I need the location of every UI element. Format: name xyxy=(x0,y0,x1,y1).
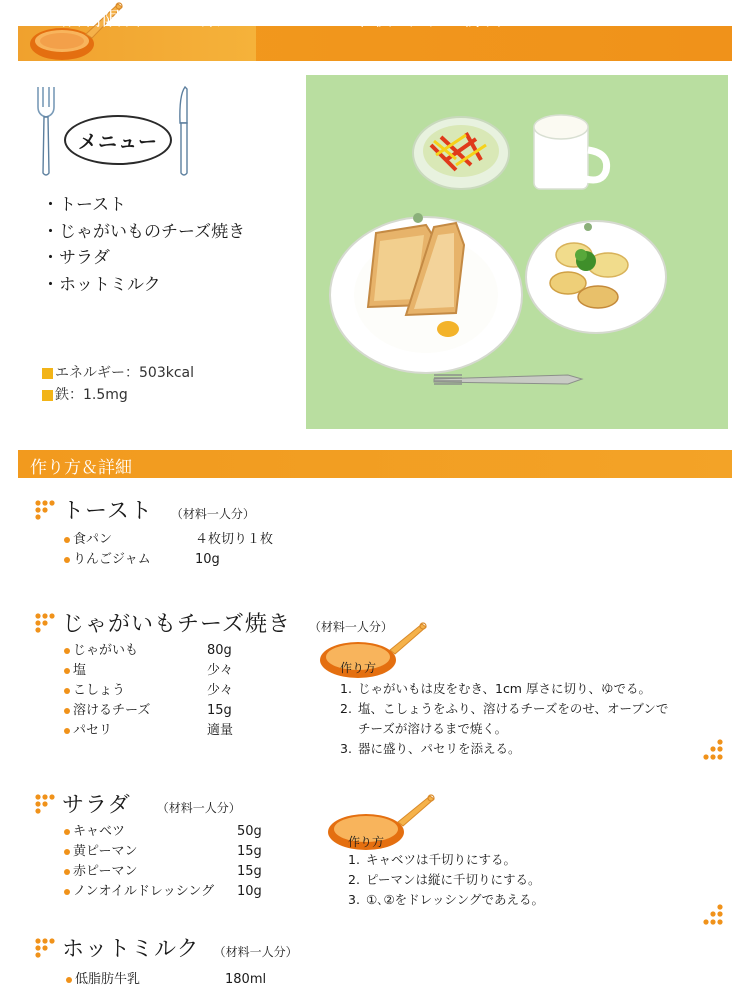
step-number: 2. xyxy=(340,701,352,716)
ingredient-name: こしょう xyxy=(64,681,207,701)
ingredient-amount: 180ml xyxy=(225,972,267,987)
knife-icon xyxy=(176,85,192,177)
menu-label: メニュー xyxy=(77,130,158,153)
step-text: じゃがいもは皮をむき、1cm 厚さに切り、ゆでる。 xyxy=(357,681,651,696)
recipe-title-toast xyxy=(34,494,255,525)
step-number: 3. xyxy=(348,892,360,907)
ingredient-name: 赤ピーマン xyxy=(64,862,237,882)
square-bullet-icon xyxy=(42,390,53,401)
square-bullet-icon xyxy=(42,368,53,379)
energy-value: エネルギー：503kcal xyxy=(55,365,194,381)
recipe-title-salad xyxy=(34,788,241,819)
step-text: ①､②をドレッシングであえる。 xyxy=(365,892,544,907)
iron-row xyxy=(42,384,194,406)
step-number: 3. xyxy=(340,741,352,756)
fork-icon xyxy=(36,85,56,177)
recipe-name: サラダ xyxy=(62,793,131,818)
recipe-note: （材料一人分） xyxy=(156,801,241,815)
ingredient-row xyxy=(64,822,262,842)
ingredient-amount: 少々 xyxy=(207,683,234,698)
recipe-name: ホットミルク xyxy=(62,937,200,962)
ingredient-row xyxy=(64,661,233,681)
step-text: ピーマンは縦に千切りにする。 xyxy=(365,872,541,887)
ingredient-row xyxy=(64,530,273,550)
ingredient-row xyxy=(64,550,273,570)
recipe-note: （材料一人分） xyxy=(170,507,255,521)
ingredient-amount: ４枚切り１枚 xyxy=(195,532,274,547)
ingredient-amount: 80g xyxy=(207,643,232,658)
step-row xyxy=(348,870,544,890)
ingredient-name: キャベツ xyxy=(64,822,237,842)
ingredient-amount: 15g xyxy=(237,864,262,879)
dots-icon xyxy=(34,499,56,521)
ingredient-name: じゃがいも xyxy=(64,641,207,661)
menu-item: ・ トースト xyxy=(42,192,245,219)
how-to-label: 作り方 xyxy=(348,835,385,849)
dots-icon xyxy=(700,903,724,927)
steps-salad xyxy=(348,850,544,910)
section-bar xyxy=(18,450,732,478)
step-row xyxy=(348,850,544,870)
nutrition-info xyxy=(42,362,194,406)
energy-row xyxy=(42,362,194,384)
how-to-label: 作り方 xyxy=(340,661,377,675)
ingredient-amount: 10g xyxy=(237,884,262,899)
dots-icon xyxy=(34,612,56,634)
menu-item: ・ ホットミルク xyxy=(42,272,245,299)
recipe-name: トースト xyxy=(62,499,153,524)
step-text: 器に盛り、パセリを添える。 xyxy=(357,741,521,756)
meal-photo-illustration xyxy=(306,75,728,429)
dots-icon xyxy=(34,937,56,959)
ingredient-list-toast xyxy=(64,530,273,570)
dots-icon xyxy=(700,738,724,762)
step-number: 1. xyxy=(348,852,360,867)
step-row xyxy=(340,739,668,759)
ingredient-row xyxy=(64,681,233,701)
menu-label-oval xyxy=(64,115,172,165)
dots-icon xyxy=(34,793,56,815)
ingredient-amount: 15g xyxy=(237,844,262,859)
ingredient-amount: 15g xyxy=(207,703,232,718)
meal-photo xyxy=(306,75,728,429)
recipe-note: （材料一人分） xyxy=(213,945,298,959)
ingredient-row xyxy=(66,970,266,990)
small-plate xyxy=(526,221,666,333)
step-row xyxy=(340,679,668,699)
ingredient-amount: 50g xyxy=(237,824,262,839)
ingredient-name: パセリ xyxy=(64,721,207,741)
ingredient-row xyxy=(64,721,233,741)
ingredient-name: りんごジャム xyxy=(64,550,195,570)
ingredient-row xyxy=(64,701,233,721)
step-number: 2. xyxy=(348,872,360,887)
recipe-title-milk xyxy=(34,932,298,963)
menu-list xyxy=(42,192,245,298)
ingredient-row xyxy=(64,882,262,902)
step-number: 1. xyxy=(340,681,352,696)
apple-jam xyxy=(437,321,459,337)
ingredient-name: 塩 xyxy=(64,661,207,681)
iron-value: 鉄：1.5mg xyxy=(55,387,128,403)
ingredient-name: 黄ピーマン xyxy=(64,842,237,862)
ingredient-list-salad xyxy=(64,822,262,902)
ingredient-row xyxy=(64,862,262,882)
menu-item: ・ サラダ xyxy=(42,245,245,272)
ingredient-amount: 10g xyxy=(195,552,220,567)
step-row xyxy=(348,890,544,910)
ingredient-name: 低脂肪牛乳 xyxy=(66,970,225,990)
steps-potato xyxy=(340,679,668,759)
step-row xyxy=(340,719,668,739)
step-text: キャベツは千切りにする。 xyxy=(365,852,516,867)
step-row xyxy=(340,699,668,719)
ingredient-amount: 適量 xyxy=(207,723,234,738)
ingredient-name: 食パン xyxy=(64,530,195,550)
step-text: 塩、こしょうをふり、溶けるチーズをのせ、オーブンで xyxy=(357,701,669,716)
ingredient-list-potato xyxy=(64,641,233,741)
ingredient-name: 溶けるチーズ xyxy=(64,701,207,721)
header-subtitle: ２００５年秋（6） 朝食 xyxy=(268,8,504,30)
ingredient-row xyxy=(64,842,262,862)
section-title: 作り方＆詳細 xyxy=(30,458,132,478)
recipe-note: （材料一人分） xyxy=(308,620,393,634)
header-title: 鉄制限食レシピ集 xyxy=(62,8,222,30)
ingredient-name: ノンオイルドレッシング xyxy=(64,882,237,902)
recipe-name: じゃがいもチーズ焼き xyxy=(62,612,291,637)
menu-item: ・ じゃがいものチーズ焼き xyxy=(42,219,245,246)
ingredient-list-milk xyxy=(66,970,266,990)
step-text: チーズが溶けるまで焼く。 xyxy=(358,721,508,736)
ingredient-amount: 少々 xyxy=(207,663,234,678)
ingredient-row xyxy=(64,641,233,661)
